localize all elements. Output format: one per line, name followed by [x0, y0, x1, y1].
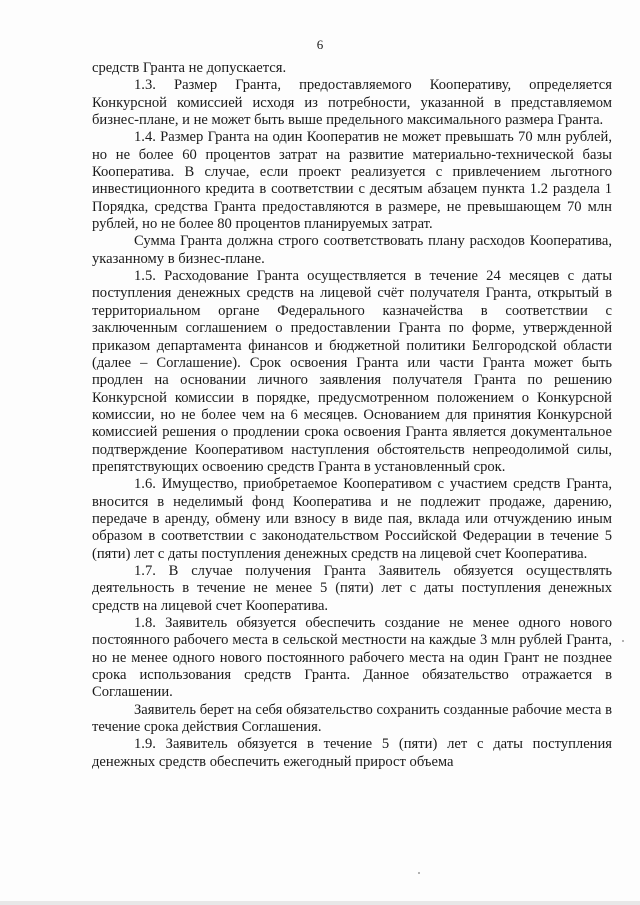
paragraph-1-4: 1.4. Размер Гранта на один Кооператив не может превышать 70 млн рублей, но не более 60 процентов затрат на развитие материально-технической базы Кооператива. В случае, если проект реализуется с привлечением льготного инвестиционного кредита в соответствии с десятым абзацем пункта 1.2 раздела 1 Порядка, средства Гранта предоставляются в размере, не превышающем 70 млн рублей, но не более 80 процентов планируемых затрат.	[92, 129, 612, 233]
paragraph-jobs-obligation: Заявитель берет на себя обязательство сохранить созданные рабочие места в течение срока действия Соглашения.	[92, 701, 612, 736]
paragraph-1-7: 1.7. В случае получения Гранта Заявитель обязуется осуществлять деятельность в течение не менее 5 (пяти) лет с даты поступления денежных средств на лицевой счет Кооператива.	[92, 562, 612, 614]
page-number: 6	[316, 37, 324, 52]
paragraph-1-6: 1.6. Имущество, приобретаемое Кооперативом с участием средств Гранта, вносится в неделимый фонд Кооператива и не подлежит продаже, дарению, передаче в аренду, обмену или взносу в виде пая, вклада или отчуждению иным образом в соответствии с законодательством Российской Федерации в течение 5 (пяти) лет с даты поступления денежных средств на лицевой счет Кооператива.	[92, 476, 612, 562]
paragraph-continuation: средств Гранта не допускается.	[92, 60, 287, 76]
document-body	[92, 60, 612, 771]
scan-speck	[622, 640, 624, 642]
scan-bottom-edge	[0, 901, 640, 905]
paragraph-1-5: 1.5. Расходование Гранта осуществляется в течение 24 месяцев с даты поступления денежных средств на лицевой счёт получателя Гранта, открытый в территориальном органе Федерального казначейства в соответствии с заключенным соглашением о предоставлении Гранта по форме, утвержденной приказом департамента финансов и бюджетной политики Белгородской области (далее – Соглашение). Срок освоения Гранта или части Гранта может быть продлен на основании личного заявления получателя Гранта по решению Конкурсной комиссии в порядке, предусмотренном положением о Конкурсной комиссии, но не более чем на 6 месяцев. Основанием для принятия Конкурсной комиссией решения о продлении срока освоения Гранта является документальное подтверждение Кооперативом наступления обстоятельств непреодолимой силы, препятствующих освоению средств Гранта в установленный срок.	[92, 268, 612, 475]
paragraph-grant-sum: Сумма Гранта должна строго соответствовать плану расходов Кооператива, указанному в бизнес-плане.	[92, 233, 612, 267]
paragraph-1-9: 1.9. Заявитель обязуется в течение 5 (пяти) лет с даты поступления денежных средств обеспечить ежегодный прирост объема	[92, 736, 612, 770]
scan-speck	[418, 872, 420, 874]
paragraph-1-8: 1.8. Заявитель обязуется обеспечить создание не менее одного нового постоянного рабочего места в сельской местности на каждые 3 млн рублей Гранта, но не менее одного нового постоянного рабочего места на один Грант не позднее срока использования средств Гранта. Данное обязательство отражается в Соглашении.	[92, 615, 612, 701]
paragraph-1-3: 1.3. Размер Гранта, предоставляемого Кооперативу, определяется Конкурсной комиссией исходя из потребности, указанной в представляемом бизнес-плане, и не может быть выше предельного максимального размера Гранта.	[92, 77, 612, 129]
